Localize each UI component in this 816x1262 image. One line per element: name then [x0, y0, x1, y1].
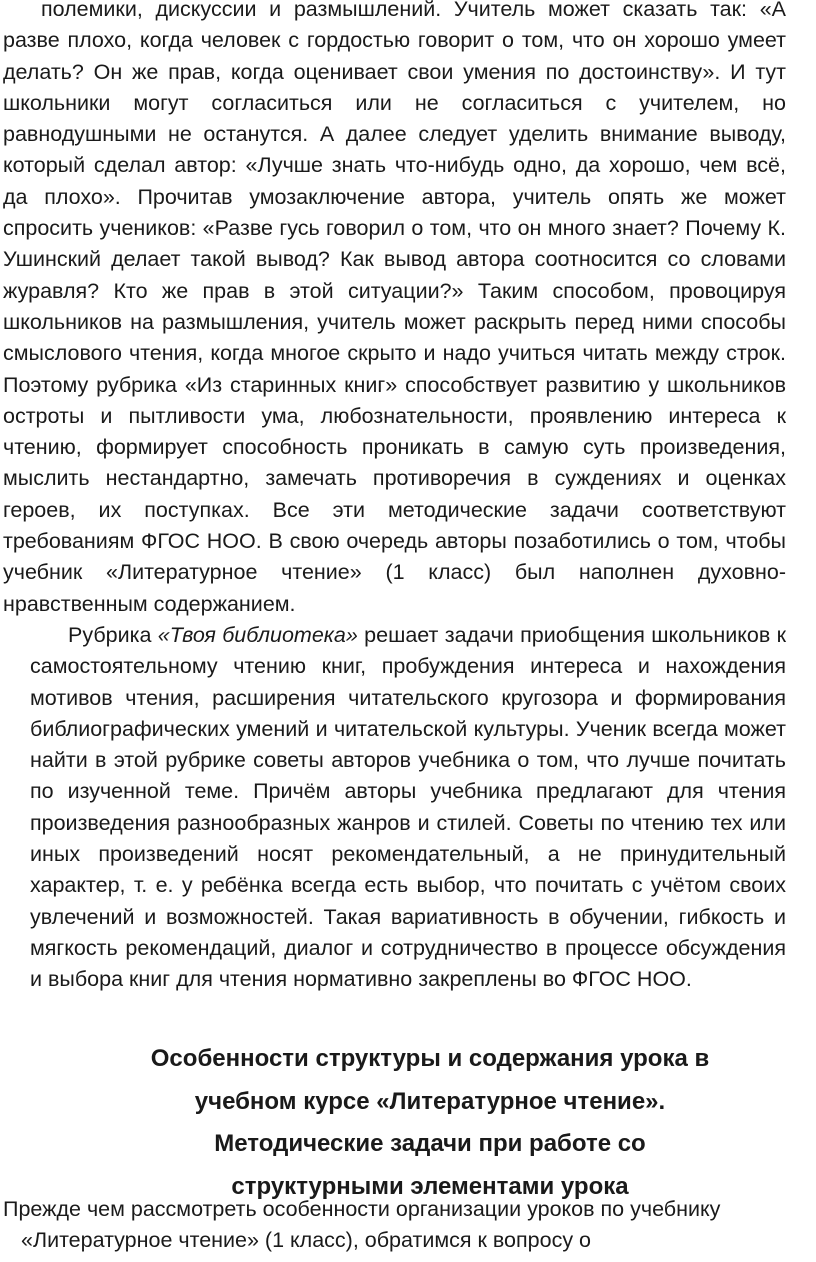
body-paragraph-3	[3, 1194, 803, 1257]
section-heading	[60, 1038, 800, 1208]
heading-line-1: Особенности структуры и содержания урока в	[150, 1045, 710, 1072]
paragraph-2-lead: Рубрика	[68, 623, 158, 647]
paragraph-1-text: полемики, дискуссии и размышлений. Учитель может сказать так: «А разве плохо, когда человек с гордостью говорит о том, что он хорошо умеет делать? Он же прав, когда оценивает свои умения по достоинству». И тут школьники могут согласиться или не согласиться с учителем, но равнодушными не останутся. А далее следует уделить внимание выводу, который сделал автор: «Лучше знать что-нибудь одно, да хорошо, чем всё, да плохо». Прочитав умозаключение автора, учитель опять же может спросить учеников: «Разве гусь говорил о том, что он много знает? Почему К. Ушинский делает такой вывод? Как вывод автора соотносится со словами журавля? Кто же прав в этой ситуации?» Таким способом, провоцируя школьников на размышления, учитель может раскрыть перед ними способы смыслового чтения, когда многое скрыто и надо учиться читать между строк. Поэтому рубрика «Из старинных книг» способствует развитию у школьников остроты и пытливости ума, любознательности, проявлению интереса к чтению, формирует способность проникать в самую суть произведения, мыслить нестандартно, замечать противоречия в суждениях и оценках героев, их поступках. Все эти методические задачи соответствуют требованиям ФГОС НОО. В свою очередь авторы позаботились о том, чтобы учебник «Литературное чтение» (1 класс) был наполнен духовно-нравственным содержанием.	[3, 0, 786, 616]
paragraph-2-text: решает задачи приобщения школьников к самостоятельному чтению книг, пробуждения интереса и нахождения мотивов чтения, расширения читательского кругозора и формирования библиографических умений и читательской культуры. Ученик всегда может найти в этой рубрике советы авторов учебника о том, что лучше почитать по изученной теме. Причём авторы учебника предлагают для чтения произведения разнообразных жанров и стилей. Советы по чтению тех или иных произведений носят рекомендательный, а не принудительный характер, т. е. у ребёнка всегда есть выбор, что почитать с учётом своих увлечений и возможностей. Такая вариативность в обучении, гибкость и мягкость рекомендаций, диалог и сотрудничество в процессе обсуждения и выбора книг для чтения нормативно закреплены во ФГОС НОО.	[30, 623, 787, 992]
paragraph-3-line-2: «Литературное чтение» (1 класс), обратимся к вопросу о	[21, 1228, 592, 1253]
heading-line-2: учебном курсе «Литературное чтение».	[194, 1087, 666, 1115]
rubric-title: «Твоя библиотека»	[157, 623, 358, 647]
heading-line-4: структурными элементами урока	[231, 1172, 629, 1200]
body-paragraph-2	[30, 620, 786, 996]
body-paragraph-1	[3, 0, 786, 620]
paragraph-3-line-1: Прежде чем рассмотреть особенности организации уроков по учебнику	[3, 1197, 721, 1221]
heading-line-3: Методические задачи при работе со	[214, 1130, 646, 1157]
